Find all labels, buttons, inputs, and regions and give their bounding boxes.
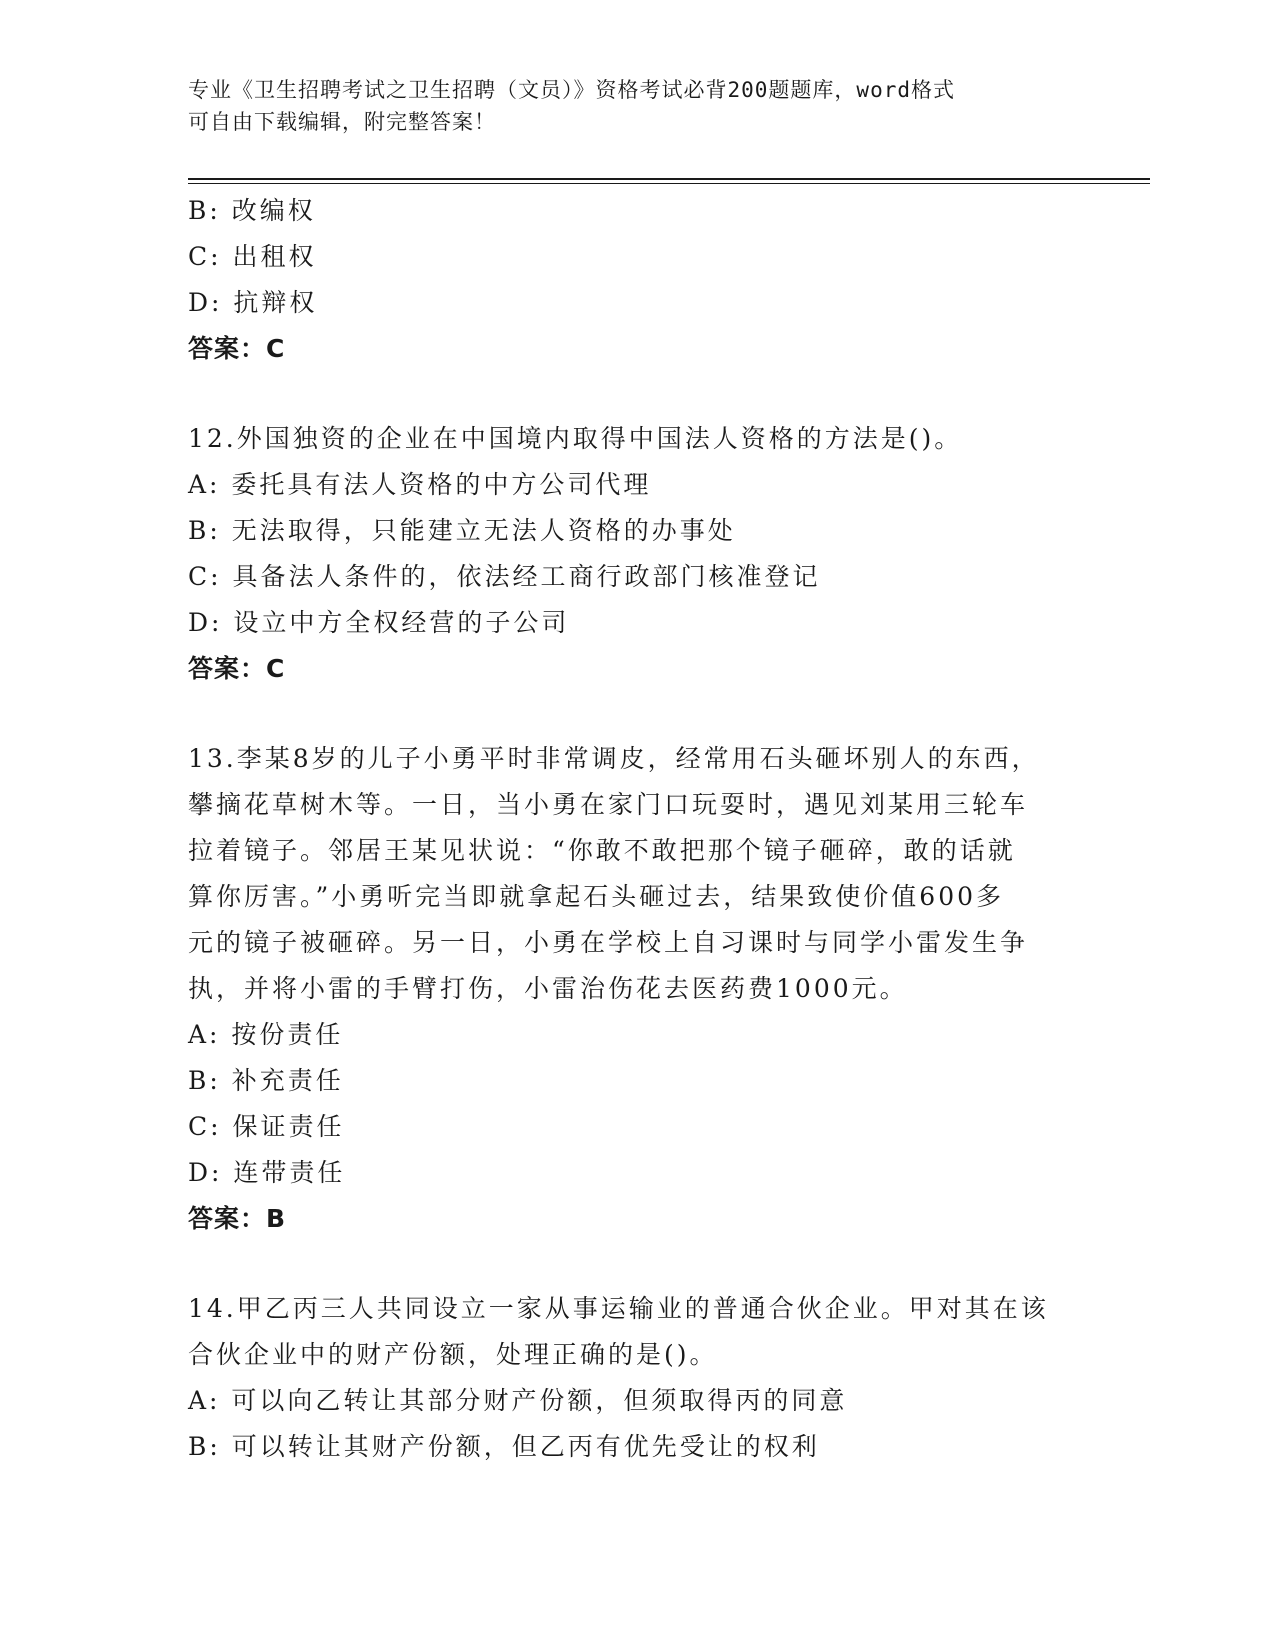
document-header <box>188 74 1068 138</box>
option-a: A: 按份责任 <box>188 1020 344 1049</box>
option-c: C: 出租权 <box>188 242 317 271</box>
option-a: A: 可以向乙转让其部分财产份额，但须取得丙的同意 <box>188 1386 848 1415</box>
header-line-2: 可自由下载编辑，附完整答案！ <box>188 110 496 134</box>
option-d: D: 抗辩权 <box>188 288 318 317</box>
question-text-line: 攀摘花草树木等。一日，当小勇在家门口玩耍时，遇见刘某用三轮车 <box>188 790 1029 819</box>
question-13 <box>188 736 1078 1242</box>
question-text: 12.外国独资的企业在中国境内取得中国法人资格的方法是()。 <box>188 424 963 453</box>
question-text-line: 合伙企业中的财产份额，处理正确的是()。 <box>188 1340 718 1369</box>
previous-question-block <box>188 188 1078 372</box>
question-text-line: 13.李某8岁的儿子小勇平时非常调皮，经常用石头砸坏别人的东西， <box>188 744 1040 773</box>
question-text-line: 执，并将小雷的手臂打伤，小雷治伤花去医药费1000元。 <box>188 974 908 1003</box>
question-content <box>188 188 1078 1470</box>
option-d: D: 连带责任 <box>188 1158 346 1187</box>
option-a: A: 委托具有法人资格的中方公司代理 <box>188 470 652 499</box>
option-b: B: 无法取得，只能建立无法人资格的办事处 <box>188 516 736 545</box>
question-14 <box>188 1286 1078 1470</box>
question-text-line: 算你厉害。”小勇听完当即就拿起石头砸过去，结果致使价值600多 <box>188 882 1005 911</box>
question-text-line: 元的镜子被砸碎。另一日，小勇在学校上自习课时与同学小雷发生争 <box>188 928 1029 957</box>
option-c: C: 保证责任 <box>188 1112 345 1141</box>
option-b: B: 改编权 <box>188 196 316 225</box>
spacer <box>188 1242 1078 1286</box>
header-line-1: 专业《卫生招聘考试之卫生招聘（文员）》资格考试必背200题题库，word格式 <box>188 78 955 102</box>
spacer <box>188 372 1078 416</box>
answer-line: 答案：B <box>188 1204 287 1233</box>
answer-line: 答案：C <box>188 334 286 363</box>
question-12 <box>188 416 1078 692</box>
option-c: C: 具备法人条件的，依法经工商行政部门核准登记 <box>188 562 821 591</box>
option-b: B: 可以转让其财产份额，但乙丙有优先受让的权利 <box>188 1432 820 1461</box>
answer-line: 答案：C <box>188 654 286 683</box>
spacer <box>188 692 1078 736</box>
question-text-line: 14.甲乙丙三人共同设立一家从事运输业的普通合伙企业。甲对其在该 <box>188 1294 1049 1323</box>
option-b: B: 补充责任 <box>188 1066 344 1095</box>
question-text-line: 拉着镜子。邻居王某见状说：“你敢不敢把那个镜子砸碎，敢的话就 <box>188 836 1016 865</box>
option-d: D: 设立中方全权经营的子公司 <box>188 608 570 637</box>
header-divider-thick <box>188 178 1150 180</box>
header-divider-thin <box>188 183 1150 184</box>
